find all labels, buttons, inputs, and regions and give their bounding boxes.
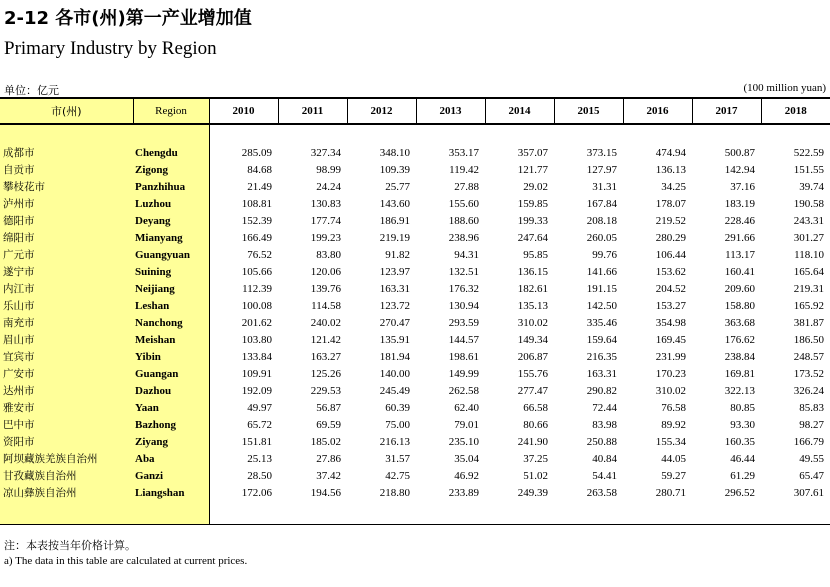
table-row xyxy=(0,366,830,383)
value-cell: 37.25 xyxy=(523,453,548,465)
value-cell: 142.94 xyxy=(724,164,755,176)
table-row xyxy=(0,298,830,315)
table-title-cn: 2-12 各市(州)第一产业增加值 xyxy=(4,8,252,29)
value-cell: 208.18 xyxy=(586,215,617,227)
value-cell: 21.49 xyxy=(209,179,278,196)
value-cell: 76.58 xyxy=(661,402,686,414)
value-cell: 75.00 xyxy=(385,419,410,431)
region-name-en: Neijiang xyxy=(133,281,209,298)
value-cell: 27.88 xyxy=(454,181,479,193)
region-name-en: Mianyang xyxy=(133,230,209,247)
value-cell: 130.83 xyxy=(310,198,341,210)
data-table-container xyxy=(0,97,830,525)
value-cell: 49.55 xyxy=(799,453,824,465)
value-cell: 238.96 xyxy=(448,232,479,244)
value-cell: 190.58 xyxy=(793,198,824,210)
value-cell: 80.85 xyxy=(730,402,755,414)
value-cell: 42.75 xyxy=(385,470,410,482)
value-cell: 310.02 xyxy=(655,385,686,397)
region-name-cn: 德阳市 xyxy=(0,213,133,230)
value-cell: 245.49 xyxy=(379,385,410,397)
value-cell: 125.26 xyxy=(310,368,341,380)
value-cell: 285.09 xyxy=(209,145,278,162)
value-cell: 140.00 xyxy=(379,368,410,380)
value-cell: 354.98 xyxy=(655,317,686,329)
value-cell: 166.49 xyxy=(209,230,278,247)
value-cell: 100.08 xyxy=(209,298,278,315)
value-cell: 307.61 xyxy=(793,487,824,499)
value-cell: 99.76 xyxy=(592,249,617,261)
value-cell: 51.02 xyxy=(523,470,548,482)
value-cell: 163.31 xyxy=(379,283,410,295)
value-cell: 233.89 xyxy=(448,487,479,499)
value-cell: 240.02 xyxy=(310,317,341,329)
region-name-en: Luzhou xyxy=(133,196,209,213)
region-name-cn: 乐山市 xyxy=(0,298,133,315)
value-cell: 301.27 xyxy=(793,232,824,244)
region-name-cn: 广元市 xyxy=(0,247,133,264)
value-cell: 121.77 xyxy=(517,164,548,176)
region-name-cn: 达州市 xyxy=(0,383,133,400)
value-cell: 243.31 xyxy=(793,215,824,227)
region-name-en: Bazhong xyxy=(133,417,209,434)
value-cell: 93.30 xyxy=(730,419,755,431)
value-cell: 247.64 xyxy=(517,232,548,244)
value-cell: 280.71 xyxy=(655,487,686,499)
value-cell: 170.23 xyxy=(655,368,686,380)
value-cell: 83.98 xyxy=(592,419,617,431)
value-cell: 109.39 xyxy=(379,164,410,176)
value-cell: 167.84 xyxy=(586,198,617,210)
value-cell: 35.04 xyxy=(454,453,479,465)
value-cell: 155.60 xyxy=(448,198,479,210)
value-cell: 69.59 xyxy=(316,419,341,431)
value-cell: 250.88 xyxy=(586,436,617,448)
region-name-cn: 宜宾市 xyxy=(0,349,133,366)
value-cell: 29.02 xyxy=(523,181,548,193)
value-cell: 181.94 xyxy=(379,351,410,363)
value-cell: 46.92 xyxy=(454,470,479,482)
value-cell: 182.61 xyxy=(517,283,548,295)
value-cell: 218.80 xyxy=(379,487,410,499)
table-row xyxy=(0,213,830,230)
header-year: 2010 xyxy=(209,98,278,124)
region-name-en: Meishan xyxy=(133,332,209,349)
value-cell: 44.05 xyxy=(661,453,686,465)
value-cell: 209.60 xyxy=(724,283,755,295)
value-cell: 381.87 xyxy=(793,317,824,329)
value-cell: 199.33 xyxy=(517,215,548,227)
value-cell: 105.66 xyxy=(209,264,278,281)
footnote-cn: 注：本表按当年价格计算。 xyxy=(4,539,136,552)
value-cell: 160.41 xyxy=(724,266,755,278)
header-year: 2012 xyxy=(347,98,416,124)
region-name-en: Guangyuan xyxy=(133,247,209,264)
value-cell: 60.39 xyxy=(385,402,410,414)
value-cell: 199.23 xyxy=(310,232,341,244)
value-cell: 56.87 xyxy=(316,402,341,414)
value-cell: 25.13 xyxy=(209,451,278,468)
value-cell: 327.34 xyxy=(310,147,341,159)
region-name-cn: 内江市 xyxy=(0,281,133,298)
region-name-en: Ziyang xyxy=(133,434,209,451)
value-cell: 169.81 xyxy=(724,368,755,380)
region-name-cn: 攀枝花市 xyxy=(0,179,133,196)
value-cell: 163.27 xyxy=(310,351,341,363)
value-cell: 241.90 xyxy=(517,436,548,448)
value-cell: 25.77 xyxy=(385,181,410,193)
value-cell: 91.82 xyxy=(385,249,410,261)
value-cell: 49.97 xyxy=(209,400,278,417)
table-row xyxy=(0,247,830,264)
value-cell: 291.66 xyxy=(724,232,755,244)
region-name-en: Dazhou xyxy=(133,383,209,400)
header-row xyxy=(0,98,830,124)
value-cell: 216.13 xyxy=(379,436,410,448)
value-cell: 159.85 xyxy=(517,198,548,210)
value-cell: 194.56 xyxy=(310,487,341,499)
value-cell: 127.97 xyxy=(586,164,617,176)
header-year: 2016 xyxy=(623,98,692,124)
value-cell: 326.24 xyxy=(793,385,824,397)
region-name-cn: 眉山市 xyxy=(0,332,133,349)
value-cell: 163.31 xyxy=(586,368,617,380)
value-cell: 178.07 xyxy=(655,198,686,210)
value-cell: 28.50 xyxy=(209,468,278,485)
primary-industry-table xyxy=(0,97,830,525)
table-title-en: Primary Industry by Region xyxy=(4,38,217,59)
table-row xyxy=(0,315,830,332)
value-cell: 296.52 xyxy=(724,487,755,499)
value-cell: 500.87 xyxy=(724,147,755,159)
value-cell: 201.62 xyxy=(209,315,278,332)
region-name-en: Leshan xyxy=(133,298,209,315)
value-cell: 206.87 xyxy=(517,351,548,363)
value-cell: 76.52 xyxy=(209,247,278,264)
region-name-en: Ganzi xyxy=(133,468,209,485)
value-cell: 219.31 xyxy=(793,283,824,295)
value-cell: 185.02 xyxy=(310,436,341,448)
value-cell: 173.52 xyxy=(793,368,824,380)
table-row xyxy=(0,451,830,468)
value-cell: 27.86 xyxy=(316,453,341,465)
value-cell: 248.57 xyxy=(793,351,824,363)
table-row xyxy=(0,145,830,162)
value-cell: 94.31 xyxy=(454,249,479,261)
value-cell: 183.19 xyxy=(724,198,755,210)
spacer-row xyxy=(0,502,830,525)
value-cell: 40.84 xyxy=(592,453,617,465)
value-cell: 186.91 xyxy=(379,215,410,227)
value-cell: 31.57 xyxy=(385,453,410,465)
region-name-en: Suining xyxy=(133,264,209,281)
value-cell: 142.50 xyxy=(586,300,617,312)
value-cell: 159.64 xyxy=(586,334,617,346)
value-cell: 474.94 xyxy=(655,147,686,159)
region-name-cn: 阿坝藏族羌族自治州 xyxy=(0,451,133,468)
value-cell: 79.01 xyxy=(454,419,479,431)
table-row xyxy=(0,434,830,451)
value-cell: 186.50 xyxy=(793,334,824,346)
value-cell: 155.34 xyxy=(655,436,686,448)
value-cell: 155.76 xyxy=(517,368,548,380)
value-cell: 270.47 xyxy=(379,317,410,329)
value-cell: 54.41 xyxy=(592,470,617,482)
value-cell: 290.82 xyxy=(586,385,617,397)
value-cell: 238.84 xyxy=(724,351,755,363)
table-row xyxy=(0,162,830,179)
value-cell: 348.10 xyxy=(379,147,410,159)
region-name-cn: 资阳市 xyxy=(0,434,133,451)
value-cell: 141.66 xyxy=(586,266,617,278)
value-cell: 83.80 xyxy=(316,249,341,261)
value-cell: 114.58 xyxy=(311,300,341,312)
value-cell: 322.13 xyxy=(724,385,755,397)
value-cell: 135.13 xyxy=(517,300,548,312)
value-cell: 153.62 xyxy=(655,266,686,278)
table-row xyxy=(0,332,830,349)
value-cell: 46.44 xyxy=(730,453,755,465)
value-cell: 106.44 xyxy=(655,249,686,261)
value-cell: 98.27 xyxy=(799,419,824,431)
value-cell: 109.91 xyxy=(209,366,278,383)
value-cell: 165.64 xyxy=(793,266,824,278)
value-cell: 136.13 xyxy=(655,164,686,176)
value-cell: 130.94 xyxy=(448,300,479,312)
value-cell: 89.92 xyxy=(661,419,686,431)
region-name-cn: 南充市 xyxy=(0,315,133,332)
value-cell: 219.52 xyxy=(655,215,686,227)
value-cell: 249.39 xyxy=(517,487,548,499)
value-cell: 165.92 xyxy=(793,300,824,312)
header-year: 2013 xyxy=(416,98,485,124)
value-cell: 84.68 xyxy=(209,162,278,179)
region-name-en: Chengdu xyxy=(133,145,209,162)
value-cell: 143.60 xyxy=(379,198,410,210)
value-cell: 133.84 xyxy=(209,349,278,366)
header-year: 2017 xyxy=(692,98,761,124)
region-name-cn: 广安市 xyxy=(0,366,133,383)
region-name-cn: 甘孜藏族自治州 xyxy=(0,468,133,485)
header-region-cn: 市(州) xyxy=(0,98,133,124)
value-cell: 121.42 xyxy=(310,334,341,346)
header-year: 2014 xyxy=(485,98,554,124)
value-cell: 231.99 xyxy=(655,351,686,363)
value-cell: 149.99 xyxy=(448,368,479,380)
table-row xyxy=(0,281,830,298)
region-name-en: Yibin xyxy=(133,349,209,366)
value-cell: 119.42 xyxy=(449,164,479,176)
table-row xyxy=(0,400,830,417)
value-cell: 62.40 xyxy=(454,402,479,414)
value-cell: 72.44 xyxy=(592,402,617,414)
value-cell: 216.35 xyxy=(586,351,617,363)
value-cell: 172.06 xyxy=(209,485,278,502)
value-cell: 263.58 xyxy=(586,487,617,499)
value-cell: 59.27 xyxy=(661,470,686,482)
value-cell: 192.09 xyxy=(209,383,278,400)
value-cell: 98.99 xyxy=(316,164,341,176)
table-row xyxy=(0,485,830,502)
value-cell: 228.46 xyxy=(724,215,755,227)
value-cell: 103.80 xyxy=(209,332,278,349)
region-name-en: Panzhihua xyxy=(133,179,209,196)
value-cell: 135.91 xyxy=(379,334,410,346)
region-name-en: Deyang xyxy=(133,213,209,230)
table-row xyxy=(0,196,830,213)
value-cell: 357.07 xyxy=(517,147,548,159)
table-row xyxy=(0,230,830,247)
table-row xyxy=(0,349,830,366)
value-cell: 198.61 xyxy=(448,351,479,363)
table-body xyxy=(0,124,830,525)
region-name-cn: 自贡市 xyxy=(0,162,133,179)
value-cell: 85.83 xyxy=(799,402,824,414)
region-name-en: Aba xyxy=(133,451,209,468)
value-cell: 235.10 xyxy=(448,436,479,448)
value-cell: 219.19 xyxy=(379,232,410,244)
value-cell: 229.53 xyxy=(310,385,341,397)
spacer-row xyxy=(0,124,830,145)
value-cell: 160.35 xyxy=(724,436,755,448)
value-cell: 310.02 xyxy=(517,317,548,329)
value-cell: 277.47 xyxy=(517,385,548,397)
value-cell: 176.32 xyxy=(448,283,479,295)
value-cell: 108.81 xyxy=(209,196,278,213)
region-name-cn: 巴中市 xyxy=(0,417,133,434)
value-cell: 151.81 xyxy=(209,434,278,451)
value-cell: 177.74 xyxy=(310,215,341,227)
value-cell: 153.27 xyxy=(655,300,686,312)
value-cell: 158.80 xyxy=(724,300,755,312)
region-name-en: Guangan xyxy=(133,366,209,383)
value-cell: 260.05 xyxy=(586,232,617,244)
region-name-cn: 凉山彝族自治州 xyxy=(0,485,133,502)
value-cell: 37.16 xyxy=(730,181,755,193)
value-cell: 144.57 xyxy=(448,334,479,346)
footnote-en: a) The data in this table are calculated at current prices. xyxy=(4,555,248,567)
region-name-cn: 泸州市 xyxy=(0,196,133,213)
value-cell: 66.58 xyxy=(523,402,548,414)
table-row xyxy=(0,264,830,281)
region-name-cn: 遂宁市 xyxy=(0,264,133,281)
value-cell: 151.55 xyxy=(793,164,824,176)
value-cell: 118.10 xyxy=(794,249,824,261)
value-cell: 132.51 xyxy=(448,266,479,278)
header-year: 2015 xyxy=(554,98,623,124)
value-cell: 335.46 xyxy=(586,317,617,329)
table-row xyxy=(0,417,830,434)
table-row xyxy=(0,179,830,196)
table-row xyxy=(0,383,830,400)
value-cell: 204.52 xyxy=(655,283,686,295)
value-cell: 363.68 xyxy=(724,317,755,329)
value-cell: 112.39 xyxy=(209,281,278,298)
unit-label-en: (100 million yuan) xyxy=(743,82,826,94)
value-cell: 34.25 xyxy=(661,181,686,193)
value-cell: 95.85 xyxy=(523,249,548,261)
value-cell: 136.15 xyxy=(517,266,548,278)
header-year: 2011 xyxy=(278,98,347,124)
value-cell: 39.74 xyxy=(799,181,824,193)
value-cell: 139.76 xyxy=(310,283,341,295)
value-cell: 293.59 xyxy=(448,317,479,329)
value-cell: 280.29 xyxy=(655,232,686,244)
header-region-en: Region xyxy=(133,98,209,124)
region-name-cn: 雅安市 xyxy=(0,400,133,417)
value-cell: 353.17 xyxy=(448,147,479,159)
value-cell: 373.15 xyxy=(586,147,617,159)
value-cell: 166.79 xyxy=(793,436,824,448)
region-name-en: Nanchong xyxy=(133,315,209,332)
value-cell: 522.59 xyxy=(793,147,824,159)
value-cell: 120.06 xyxy=(310,266,341,278)
value-cell: 188.60 xyxy=(448,215,479,227)
value-cell: 262.58 xyxy=(448,385,479,397)
value-cell: 149.34 xyxy=(517,334,548,346)
value-cell: 123.72 xyxy=(379,300,410,312)
region-name-en: Zigong xyxy=(133,162,209,179)
value-cell: 123.97 xyxy=(379,266,410,278)
value-cell: 113.17 xyxy=(725,249,755,261)
value-cell: 152.39 xyxy=(209,213,278,230)
value-cell: 61.29 xyxy=(730,470,755,482)
header-year: 2018 xyxy=(761,98,830,124)
value-cell: 31.31 xyxy=(592,181,617,193)
region-name-cn: 成都市 xyxy=(0,145,133,162)
value-cell: 169.45 xyxy=(655,334,686,346)
value-cell: 191.15 xyxy=(586,283,617,295)
unit-label-cn: 单位：亿元 xyxy=(4,84,59,97)
value-cell: 65.47 xyxy=(799,470,824,482)
region-name-cn: 绵阳市 xyxy=(0,230,133,247)
value-cell: 176.62 xyxy=(724,334,755,346)
value-cell: 65.72 xyxy=(209,417,278,434)
value-cell: 37.42 xyxy=(316,470,341,482)
table-row xyxy=(0,468,830,485)
value-cell: 80.66 xyxy=(523,419,548,431)
region-name-en: Liangshan xyxy=(133,485,209,502)
region-name-en: Yaan xyxy=(133,400,209,417)
value-cell: 24.24 xyxy=(316,181,341,193)
